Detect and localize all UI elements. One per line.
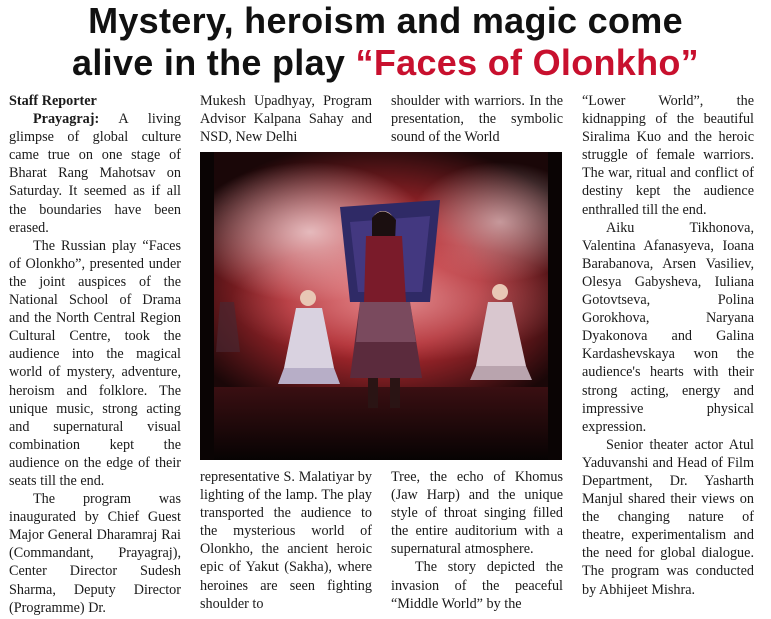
paragraph-3-start: The program was inaugurated by Chief Guest Major General Dharamraj Rai (Commandant, Prayagraj), Center Director Sudesh Sharma, Deputy Director (Programme) Dr. bbox=[9, 491, 181, 616]
headline-play-title: “Faces of Olonkho” bbox=[355, 42, 699, 83]
article-column-2-bottom bbox=[200, 468, 372, 613]
article-column-1 bbox=[9, 92, 181, 617]
headline-line-1: Mystery, heroism and magic come bbox=[88, 0, 683, 41]
paragraph-3-continued-bottom: representative S. Malatiyar by lighting of the lamp. The play transported the audience to the mysterious world of Olonkho, the ancient heroic epic of Yakut (Sakha), where heroines are seen fighting shoulder to bbox=[200, 469, 372, 612]
paragraph-4-continued: “Lower World”, the kidnapping of the beautiful Siralima Kuo and the heroic struggle of female warriors. The war, ritual and conflict of destiny kept the audience enthralled till the end. bbox=[582, 93, 754, 218]
paragraph-3-end: Tree, the echo of Khomus (Jaw Harp) and the unique style of throat singing filled the entire auditorium with a supernatural atmosphere. bbox=[391, 469, 563, 558]
article-column-3-bottom bbox=[391, 468, 563, 613]
article-column-4 bbox=[582, 92, 754, 599]
paragraph-1-body: A living glimpse of global culture came true on one stage of Bharat Rang Mahotsav on Saturday. It seemed as if all the boundaries have been erased. bbox=[9, 111, 181, 236]
headline bbox=[0, 0, 771, 84]
paragraph-5: Aiku Tikhonova, Valentina Afanasyeva, Ioana Barabanova, Arsen Vasiliev, Olesya Gabysheva, Iuliana Gotovtseva, Polina Gorokhova, Naryana Dyakonova and Galina Kardashevskaya won the audience's hearts with their strong acting, energy and impressive physical expression. bbox=[582, 219, 754, 435]
paragraph-3-continued: Mukesh Upadhyay, Program Advisor Kalpana Sahay and NSD, New Delhi bbox=[200, 93, 372, 146]
article-column-2-top bbox=[200, 92, 372, 146]
headline-line-2-prefix: alive in the play bbox=[72, 42, 356, 83]
paragraph-2: The Russian play “Faces of Olonkho”, presented under the joint auspices of the National School of Drama and the North Central Region Cultural Centre, took the audience into the magical world of mystery, adventure, heroism and folklore. The unique music, strong acting and supernatural visual combination kept the audience on the edge of their seats till the end. bbox=[9, 237, 181, 489]
dateline: Prayagraj: bbox=[33, 111, 100, 128]
stage-performance-photo bbox=[200, 152, 562, 460]
headline-line-2 bbox=[0, 42, 771, 84]
article-column-3-top bbox=[391, 92, 563, 146]
byline: Staff Reporter bbox=[9, 93, 97, 109]
paragraph-6: Senior theater actor Atul Yaduvanshi and Head of Film Department, Dr. Yasharth Manjul shared their views on the changing nature of theatre, experimentalism and the need for global dialogue. The program was conducted by Abhijeet Mishra. bbox=[582, 436, 754, 598]
paragraph-1 bbox=[9, 110, 181, 237]
paragraph-3-continued-col3: shoulder with warriors. In the presentation, the symbolic sound of the World bbox=[391, 93, 563, 146]
paragraph-4-start: The story depicted the invasion of the peaceful “Middle World” by the bbox=[391, 559, 563, 612]
